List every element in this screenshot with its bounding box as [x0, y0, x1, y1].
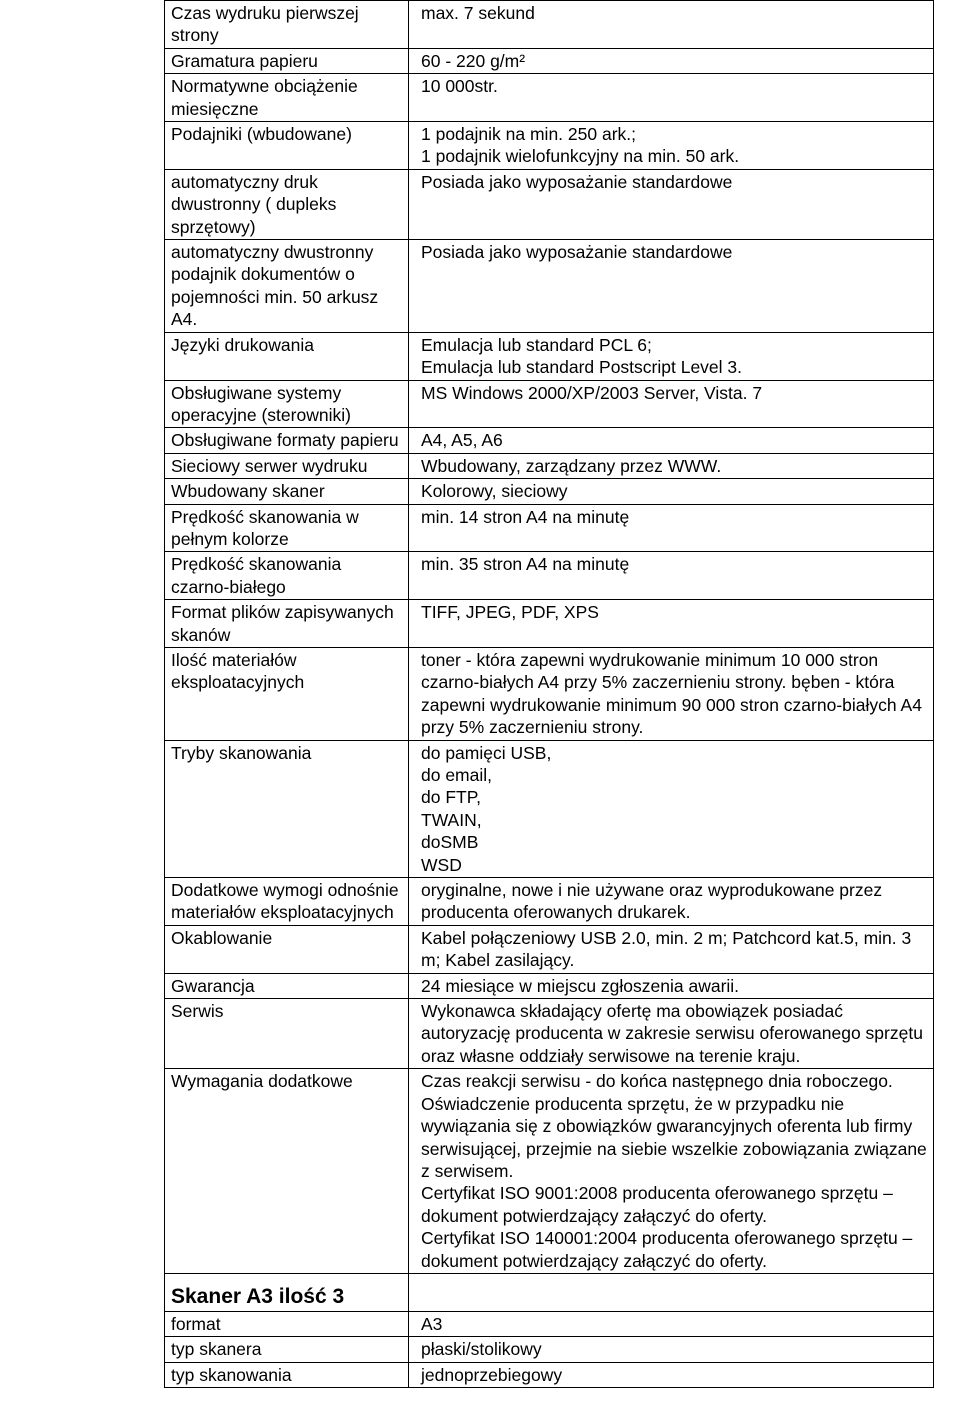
spec-value: min. 35 stron A4 na minutę [409, 552, 934, 600]
spec-label: Prędkość skanowania w pełnym kolorze [165, 504, 409, 552]
spec-value: max. 7 sekund [409, 1, 934, 49]
spec-label: Format plików zapisywanych skanów [165, 600, 409, 648]
spec-value: toner - która zapewni wydrukowanie minimum 10 000 stron czarno-białych A4 przy 5% zaczernieniu strony. bęben - która zapewni wydrukowanie minimum 90 000 stron czarno-białych A4 przy 5% zaczernieniu strony. [409, 647, 934, 740]
spec-value: Kabel połączeniowy USB 2.0, min. 2 m; Patchcord kat.5, min. 3 m; Kabel zasilający. [409, 925, 934, 973]
spec-row [165, 552, 934, 600]
spec-row [165, 600, 934, 648]
spec-value: MS Windows 2000/XP/2003 Server, Vista. 7 [409, 380, 934, 428]
spec-row [165, 240, 934, 333]
spec-value: Posiada jako wyposażanie standardowe [409, 240, 934, 333]
scanner-spec-row [165, 1362, 934, 1387]
spec-row [165, 740, 934, 877]
spec-label: Normatywne obciążenie miesięczne [165, 74, 409, 122]
spec-label: Podajniki (wbudowane) [165, 122, 409, 170]
spec-row [165, 380, 934, 428]
spec-value: Wykonawca składający ofertę ma obowiązek posiadać autoryzację producenta w zakresie serwisu oferowanego sprzętu oraz własne oddziały serwisowe na terenie kraju. [409, 999, 934, 1069]
spec-value: 1 podajnik na min. 250 ark.; 1 podajnik wielofunkcyjny na min. 50 ark. [409, 122, 934, 170]
spec-label: Prędkość skanowania czarno-białego [165, 552, 409, 600]
spec-value: Posiada jako wyposażanie standardowe [409, 169, 934, 239]
spec-row [165, 878, 934, 926]
spec-value: płaski/stolikowy [409, 1337, 934, 1362]
spec-row [165, 479, 934, 504]
spec-row [165, 48, 934, 73]
specification-table [164, 0, 934, 1388]
spec-row [165, 504, 934, 552]
spec-value: do pamięci USB, do email, do FTP, TWAIN, doSMB WSD [409, 740, 934, 877]
spec-value: A3 [409, 1311, 934, 1336]
spec-value: 10 000str. [409, 74, 934, 122]
section-title-empty-cell [409, 1273, 934, 1311]
spec-value: 60 - 220 g/m² [409, 48, 934, 73]
spec-value: min. 14 stron A4 na minutę [409, 504, 934, 552]
spec-value: Emulacja lub standard PCL 6; Emulacja lub standard Postscript Level 3. [409, 332, 934, 380]
spec-label: Okablowanie [165, 925, 409, 973]
specification-table-body [165, 1, 934, 1388]
spec-label: Tryby skanowania [165, 740, 409, 877]
spec-label: Gramatura papieru [165, 48, 409, 73]
spec-row [165, 428, 934, 453]
spec-label: Obsługiwane systemy operacyjne (sterowniki) [165, 380, 409, 428]
spec-label: Dodatkowe wymogi odnośnie materiałów eksploatacyjnych [165, 878, 409, 926]
spec-value: Kolorowy, sieciowy [409, 479, 934, 504]
scanner-spec-row [165, 1337, 934, 1362]
spec-row [165, 925, 934, 973]
spec-label: automatyczny druk dwustronny ( dupleks sprzętowy) [165, 169, 409, 239]
spec-value: Wbudowany, zarządzany przez WWW. [409, 453, 934, 478]
spec-value: 24 miesiące w miejscu zgłoszenia awarii. [409, 973, 934, 998]
spec-value: oryginalne, nowe i nie używane oraz wyprodukowane przez producenta oferowanych drukarek. [409, 878, 934, 926]
spec-row [165, 74, 934, 122]
section-title: Skaner A3 ilość 3 [165, 1273, 409, 1311]
spec-row [165, 973, 934, 998]
spec-label: Wymagania dodatkowe [165, 1069, 409, 1274]
spec-row [165, 332, 934, 380]
scanner-spec-row [165, 1311, 934, 1336]
spec-row [165, 647, 934, 740]
spec-label: typ skanowania [165, 1362, 409, 1387]
spec-label: Serwis [165, 999, 409, 1069]
spec-label: Czas wydruku pierwszej strony [165, 1, 409, 49]
spec-row [165, 453, 934, 478]
spec-value: jednoprzebiegowy [409, 1362, 934, 1387]
spec-value: TIFF, JPEG, PDF, XPS [409, 600, 934, 648]
spec-label: Ilość materiałów eksploatacyjnych [165, 647, 409, 740]
spec-row [165, 999, 934, 1069]
spec-label: format [165, 1311, 409, 1336]
spec-label: Obsługiwane formaty papieru [165, 428, 409, 453]
spec-label: typ skanera [165, 1337, 409, 1362]
spec-label: Wbudowany skaner [165, 479, 409, 504]
spec-label: Gwarancja [165, 973, 409, 998]
spec-label: Języki drukowania [165, 332, 409, 380]
spec-row [165, 1069, 934, 1274]
spec-row [165, 122, 934, 170]
spec-value: Czas reakcji serwisu - do końca następnego dnia roboczego. Oświadczenie producenta sprzętu, że w przypadku nie wywiązania się z obowiązków gwarancyjnych oferenta lub firmy serwisującej, przejmie na siebie wszelkie zobowiązania związane z serwisem. Certyfikat ISO 9001:2008 producenta oferowanego sprzętu – dokument potwierdzający załączyć do oferty. Certyfikat ISO 140001:2004 producenta oferowanego sprzętu – dokument potwierdzający załączyć do oferty. [409, 1069, 934, 1274]
spec-row [165, 1, 934, 49]
spec-label: automatyczny dwustronny podajnik dokumentów o pojemności min. 50 arkusz A4. [165, 240, 409, 333]
spec-value: A4, A5, A6 [409, 428, 934, 453]
section-heading-row [165, 1273, 934, 1311]
spec-label: Sieciowy serwer wydruku [165, 453, 409, 478]
spec-row [165, 169, 934, 239]
